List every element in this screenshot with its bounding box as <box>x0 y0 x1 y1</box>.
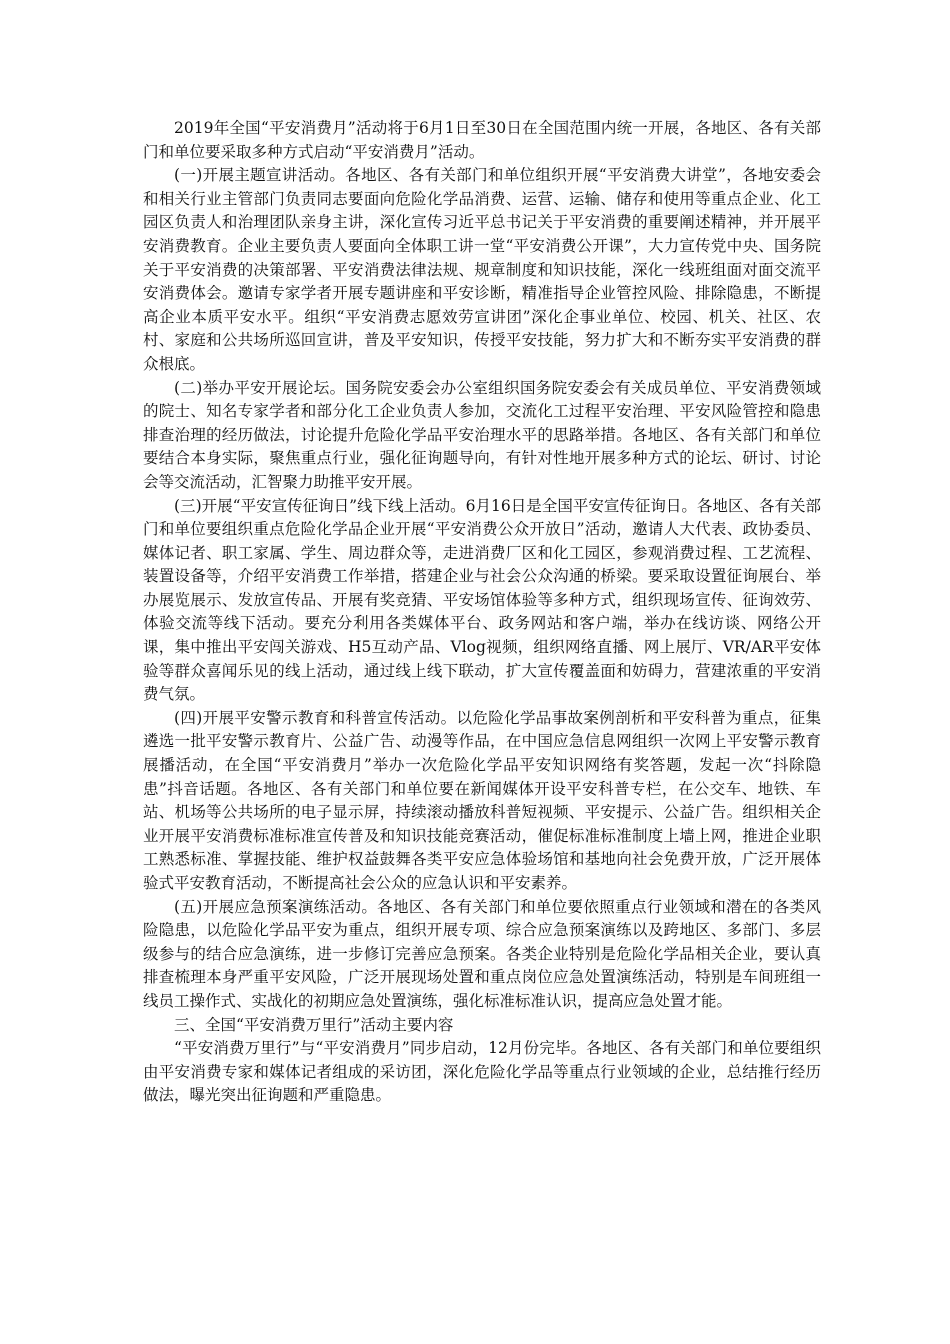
section-heading: 三、全国“平安消费万里行”活动主要内容 <box>174 1015 454 1034</box>
section-5-paragraph: (五)开展应急预案演练活动。各地区、各有关部门和单位要依照重点行业领域和潜在的各类风险隐患，以危险化学品平安为重点，组织开展专项、综合应急预案演练以及跨地区、多部门、多层级参与的结合应急演练，进一步修订完善应急预案。各类企业特别是危险化学品相关企业，要认真排查梳理本身严重平安风险，广泛开展现场处置和重点岗位应急处置演练活动，特别是车间班组一线员工操作式、实战化的初期应急处置演练，强化标准标准认识，提高应急处置才能。 <box>143 897 821 1010</box>
section-4-paragraph: (四)开展平安警示教育和科普宣传活动。以危险化学品事故案例剖析和平安科普为重点，征集遴选一批平安警示教育片、公益广告、动漫等作品，在中国应急信息网组织一次网上平安警示教育展播活动，在全国“平安消费月”举办一次危险化学品平安知识网络有奖答题，发起一次“抖除隐患”抖音话题。各地区、各有关部门和单位要在新闻媒体开设平安科普专栏，在公交车、地铁、车站、机场等公共场所的电子显示屏，持续滚动播放科普短视频、平安提示、公益广告。组织相关企业开展平安消费标准标准宣传普及和知识技能竞赛活动，催促标准标准制度上墙上网，推进企业职工熟悉标准、掌握技能、维护权益鼓舞各类平安应急体验场馆和基地向社会免费开放，广泛开展体验式平安教育活动，不断提高社会公众的应急认识和平安素养。 <box>143 708 821 892</box>
section-1-paragraph: (一)开展主题宣讲活动。各地区、各有关部门和单位组织开展“平安消费大讲堂”，各地安委会和相关行业主管部门负责同志要面向危险化学品消费、运营、运输、储存和使用等重点企业、化工园区负责人和治理团队亲身主讲，深化宣传习近平总书记关于平安消费的重要阐述精神，并开展平安消费教育。企业主要负责人要面向全体职工讲一堂“平安消费公开课”，大力宣传党中央、国务院关于平安消费的决策部署、平安消费法律法规、规章制度和知识技能，深化一线班组面对面交流平安消费体会。邀请专家学者开展专题讲座和平安诊断，精准指导企业管控风险、排除隐患，不断提高企业本质平安水平。组织“平安消费志愿效劳宣讲团”深化企事业单位、校园、机关、社区、农村、家庭和公共场所巡回宣讲，普及平安知识，传授平安技能，努力扩大和不断夯实平安消费的群众根底。 <box>143 166 821 373</box>
section-2-paragraph: (二)举办平安开展论坛。国务院安委会办公室组织国务院安委会有关成员单位、平安消费领域的院士、知名专家学者和部分化工企业负责人参加，交流化工过程平安治理、平安风险管控和隐患排查治理的经历做法，讨论提升危险化学品平安治理水平的思路举措。各地区、各有关部门和单位要结合本身实际，聚焦重点行业，强化征询题导向，有针对性地开展多种方式的论坛、研讨、讨论会等交流活动，汇智聚力助推平安开展。 <box>143 378 821 491</box>
closing-paragraph: “平安消费万里行”与“平安消费月”同步启动，12月份完毕。各地区、各有关部门和单位要组织由平安消费专家和媒体记者组成的采访团，深化危险化学品等重点行业领域的企业，总结推行经历做法，曝光突出征询题和严重隐患。 <box>143 1039 821 1105</box>
section-3-paragraph: (三)开展“平安宣传征询日”线下线上活动。6月16日是全国平安宣传征询日。各地区、各有关部门和单位要组织重点危险化学品企业开展“平安消费公众开放日”活动，邀请人大代表、政协委员、媒体记者、职工家属、学生、周边群众等，走进消费厂区和化工园区，参观消费过程、工艺流程、装置设备等，介绍平安消费工作举措，搭建企业与社会公众沟通的桥梁。要采取设置征询展台、举办展览展示、发放宣传品、开展有奖竞猜、平安场馆体验等多种方式，组织现场宣传、征询效劳、体验交流等线下活动。要充分利用各类媒体平台、政务网站和客户端，举办在线访谈、网络公开课，集中推出平安闯关游戏、H5互动产品、Vlog视频，组织网络直播、网上展厅、VR/AR平安体验等群众喜闻乐见的线上活动，通过线上线下联动，扩大宣传覆盖面和妨碍力，营建浓重的平安消费气氛。 <box>143 496 821 704</box>
intro-paragraph: 2019年全国“平安消费月”活动将于6月1日至30日在全国范围内统一开展，各地区、各有关部门和单位要采取多种方式启动“平安消费月”活动。 <box>143 119 821 161</box>
document-body <box>143 117 821 1108</box>
